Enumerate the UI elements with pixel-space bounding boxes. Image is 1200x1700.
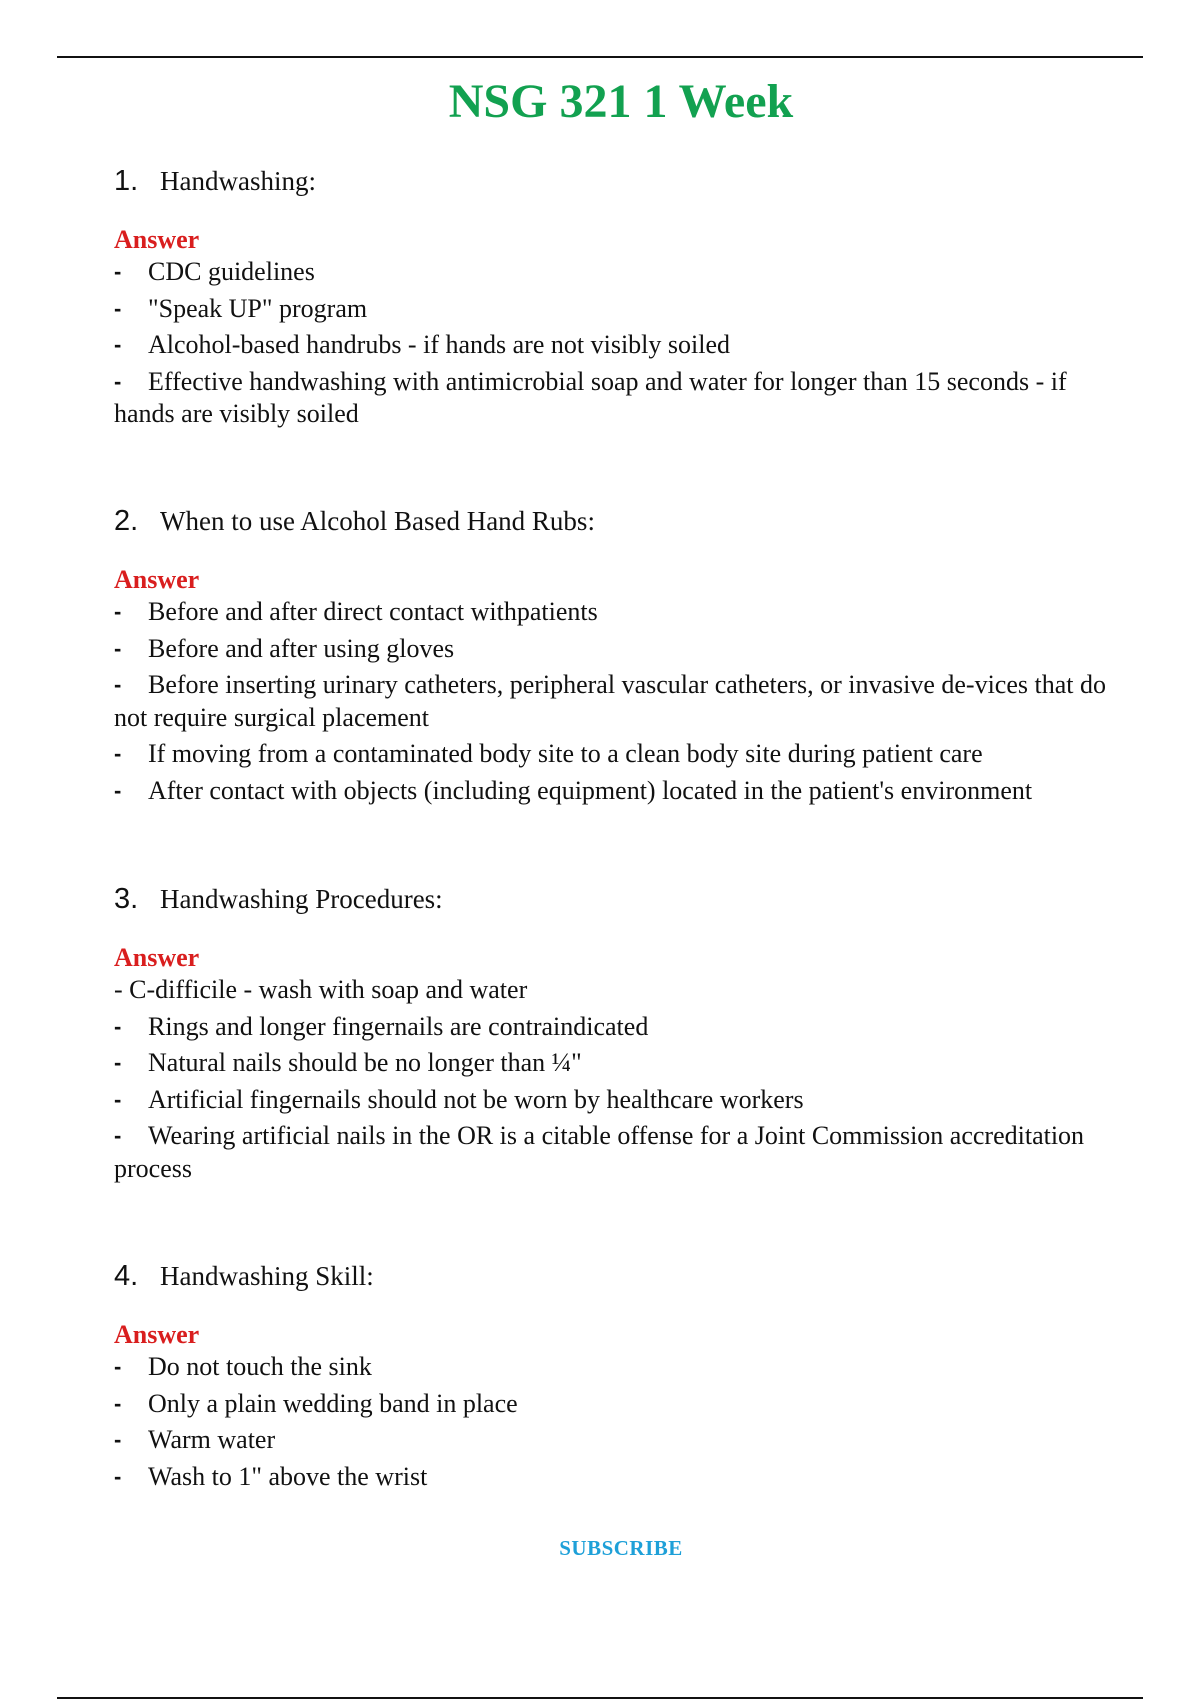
list-item: - Rings and longer fingernails are contraindicated [114,1011,1124,1044]
list-item: - Warm water [114,1424,1124,1457]
dash-bullet: - [114,741,122,766]
dash-bullet: - [114,332,122,357]
answer-list [114,974,1124,1185]
answer-list [114,256,1124,431]
answer-label: Answer [114,225,200,254]
list-item: - Artificial fingernails should not be worn by healthcare workers [114,1084,1124,1117]
question-heading [114,503,1124,539]
list-item: - Effective handwashing with antimicrobial soap and water for longer than 15 seconds - if hands are visibly soiled [114,366,1067,428]
list-item: - Wearing artificial nails in the OR is a citable offense for a Joint Commission accreditation process [114,1121,1085,1183]
list-item: - Wash to 1" above the wrist [114,1461,1124,1494]
list-item: - C-difficile - wash with soap and water [114,975,528,1004]
list-item: - Alcohol-based handrubs - if hands are not visibly soiled [114,329,1124,362]
top-rule [57,56,1143,58]
dash-bullet: - [114,1123,122,1148]
page-title: NSG 321 1 Week [448,75,794,128]
question-text: When to use Alcohol Based Hand Rubs: [160,506,595,536]
answer-label: Answer [114,1320,200,1349]
question-text: Handwashing: [160,166,316,196]
dash-bullet: - [114,635,122,661]
dash-bullet: - [114,672,122,697]
list-item: - Only a plain wedding band in place [114,1388,1124,1421]
question-number: 1. [114,165,139,197]
subscribe-link[interactable]: SUBSCRIBE [559,1536,683,1560]
dash-bullet: - [114,1013,122,1039]
question-number: 3. [114,883,139,915]
list-item: - Before and after using gloves [114,633,1124,666]
question-section-3 [114,881,1124,1189]
dash-bullet: - [114,259,122,284]
list-item: - CDC guidelines [114,256,1124,289]
dash-bullet: - [114,295,122,321]
dash-bullet: - [114,1354,122,1379]
answer-label: Answer [114,943,200,972]
answer-list [114,1351,1124,1493]
list-item: - After contact with objects (including equipment) located in the patient's environment [114,775,1124,808]
list-item: - "Speak UP" program [114,293,1124,326]
list-item: - If moving from a contaminated body site to a clean body site during patient care [114,738,1124,771]
question-text: Handwashing Procedures: [160,884,443,914]
list-item: - Before and after direct contact withpatients [114,596,1124,629]
answer-list [114,596,1124,807]
question-heading [114,163,1124,199]
list-item: - Do not touch the sink [114,1351,1124,1384]
dash-bullet: - [114,368,122,394]
dash-bullet: - [114,599,122,624]
dash-bullet: - [114,1427,122,1452]
question-number: 4. [114,1260,139,1292]
bottom-rule [57,1697,1143,1699]
question-number: 2. [114,505,139,537]
question-section-4 [114,1258,1124,1497]
dash-bullet: - [114,1390,122,1416]
list-item: - Natural nails should be no longer than ¼" [114,1047,1124,1080]
question-heading [114,1258,1124,1294]
list-item: - Before inserting urinary catheters, peripheral vascular catheters, or invasive de-vices that do not require surgical placement [114,670,1106,732]
dash-bullet: - [114,1086,122,1112]
dash-bullet: - [114,777,122,803]
answer-label: Answer [114,565,200,594]
question-text: Handwashing Skill: [160,1261,374,1291]
question-heading [114,881,1124,917]
dash-bullet: - [114,1463,122,1489]
dash-bullet: - [114,1050,122,1075]
question-section-1 [114,163,1124,435]
question-section-2 [114,503,1124,811]
